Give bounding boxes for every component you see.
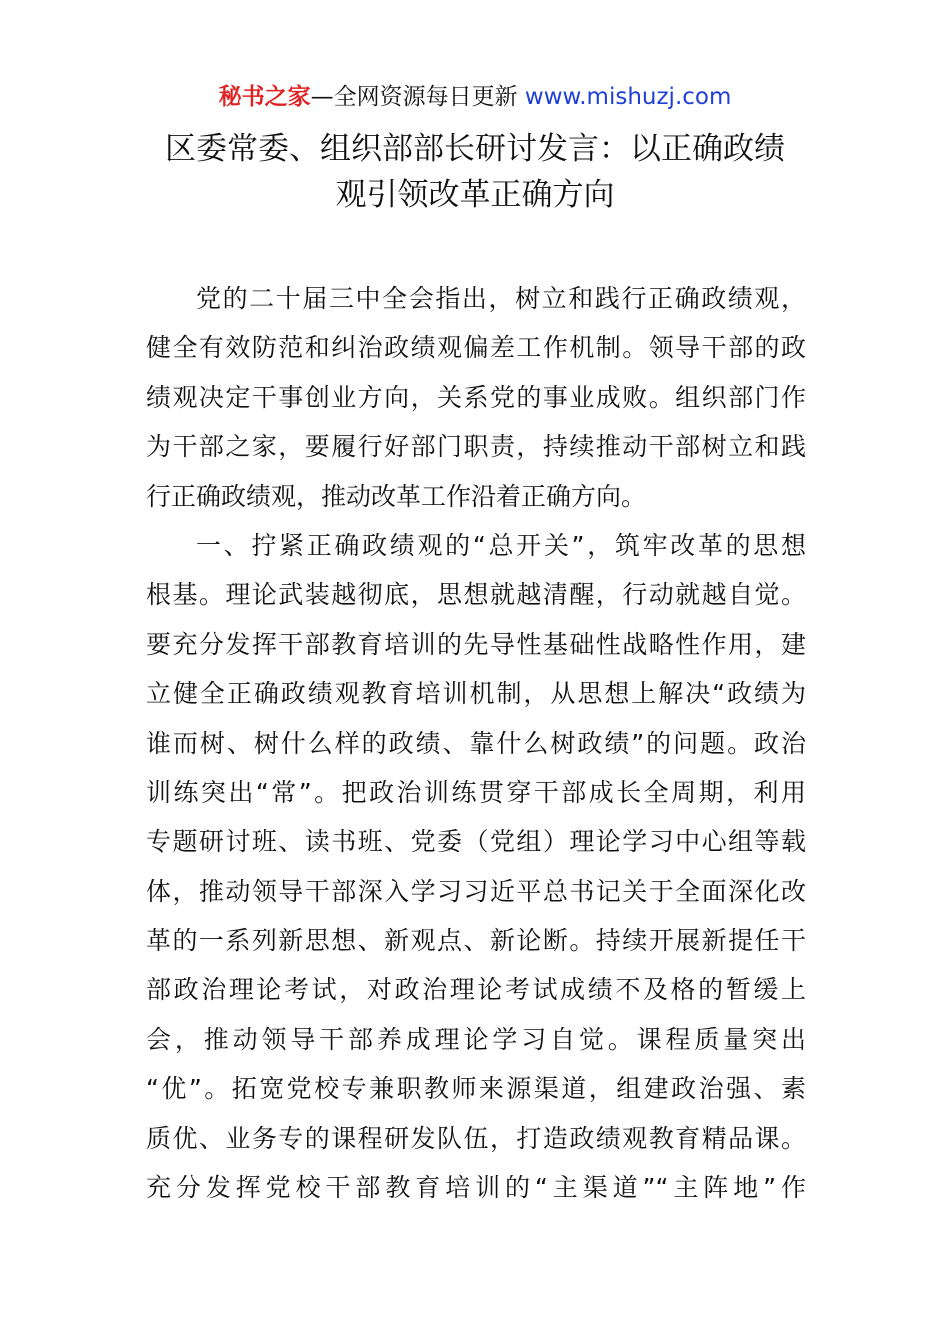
site-brand: 秘书之家	[218, 84, 311, 110]
body-line: 行正确政绩观，推动改革工作沿着正确方向。	[146, 481, 647, 511]
site-header	[0, 80, 950, 114]
body-line: 专题研讨班、读书班、党委（党组）理论学习中心组等载	[146, 827, 806, 857]
title-line-2: 观引领改革正确方向	[335, 177, 615, 213]
body-line: 立健全正确政绩观教育培训机制，从思想上解决“政绩为	[146, 679, 806, 709]
body-line: 党的二十届三中全会指出，树立和践行正确政绩观，	[196, 284, 806, 313]
body-line: 训练突出“常”。把政治训练贯穿干部成长全周期，利用	[146, 777, 806, 807]
body-line: 质优、业务专的课程研发队伍，打造政绩观教育精品课。	[146, 1123, 806, 1153]
body-line: 部政治理论考试，对政治理论考试成绩不及格的暂缓上	[146, 975, 806, 1005]
body-line: 充分发挥党校干部教育培训的“主渠道”“主阵地”作	[146, 1173, 806, 1203]
body-line: 健全有效防范和纠治政绩观偏差工作机制。领导干部的政	[146, 333, 806, 363]
site-slogan: —全网资源每日更新	[310, 84, 525, 110]
body-line: 根基。理论武装越彻底，思想就越清醒，行动就越自觉。	[146, 580, 806, 610]
body-line: 体，推动领导干部深入学习习近平总书记关于全面深化改	[146, 876, 806, 906]
body-line: 绩观决定干事创业方向，关系党的事业成败。组织部门作	[146, 382, 806, 412]
body-line: “优”。拓宽党校专兼职教师来源渠道，组建政治强、素	[146, 1074, 806, 1104]
document-body	[146, 274, 806, 1212]
site-url[interactable]: www.mishuzj.com	[524, 84, 732, 110]
document-title	[100, 126, 850, 218]
body-line: 为干部之家，要履行好部门职责，持续推动干部树立和践	[146, 432, 806, 462]
body-line: 要充分发挥干部教育培训的先导性基础性战略性作用，建	[146, 629, 806, 659]
body-line: 会，推动领导干部养成理论学习自觉。课程质量突出	[146, 1024, 806, 1054]
body-line: 革的一系列新思想、新观点、新论断。持续开展新提任干	[146, 926, 806, 956]
body-line: 谁而树、树什么样的政绩、靠什么树政绩”的问题。政治	[146, 728, 806, 758]
title-line-1: 区委常委、组织部部长研讨发言：以正确政绩	[165, 131, 785, 167]
body-line: 一、拧紧正确政绩观的“总开关”，筑牢改革的思想	[196, 530, 806, 560]
